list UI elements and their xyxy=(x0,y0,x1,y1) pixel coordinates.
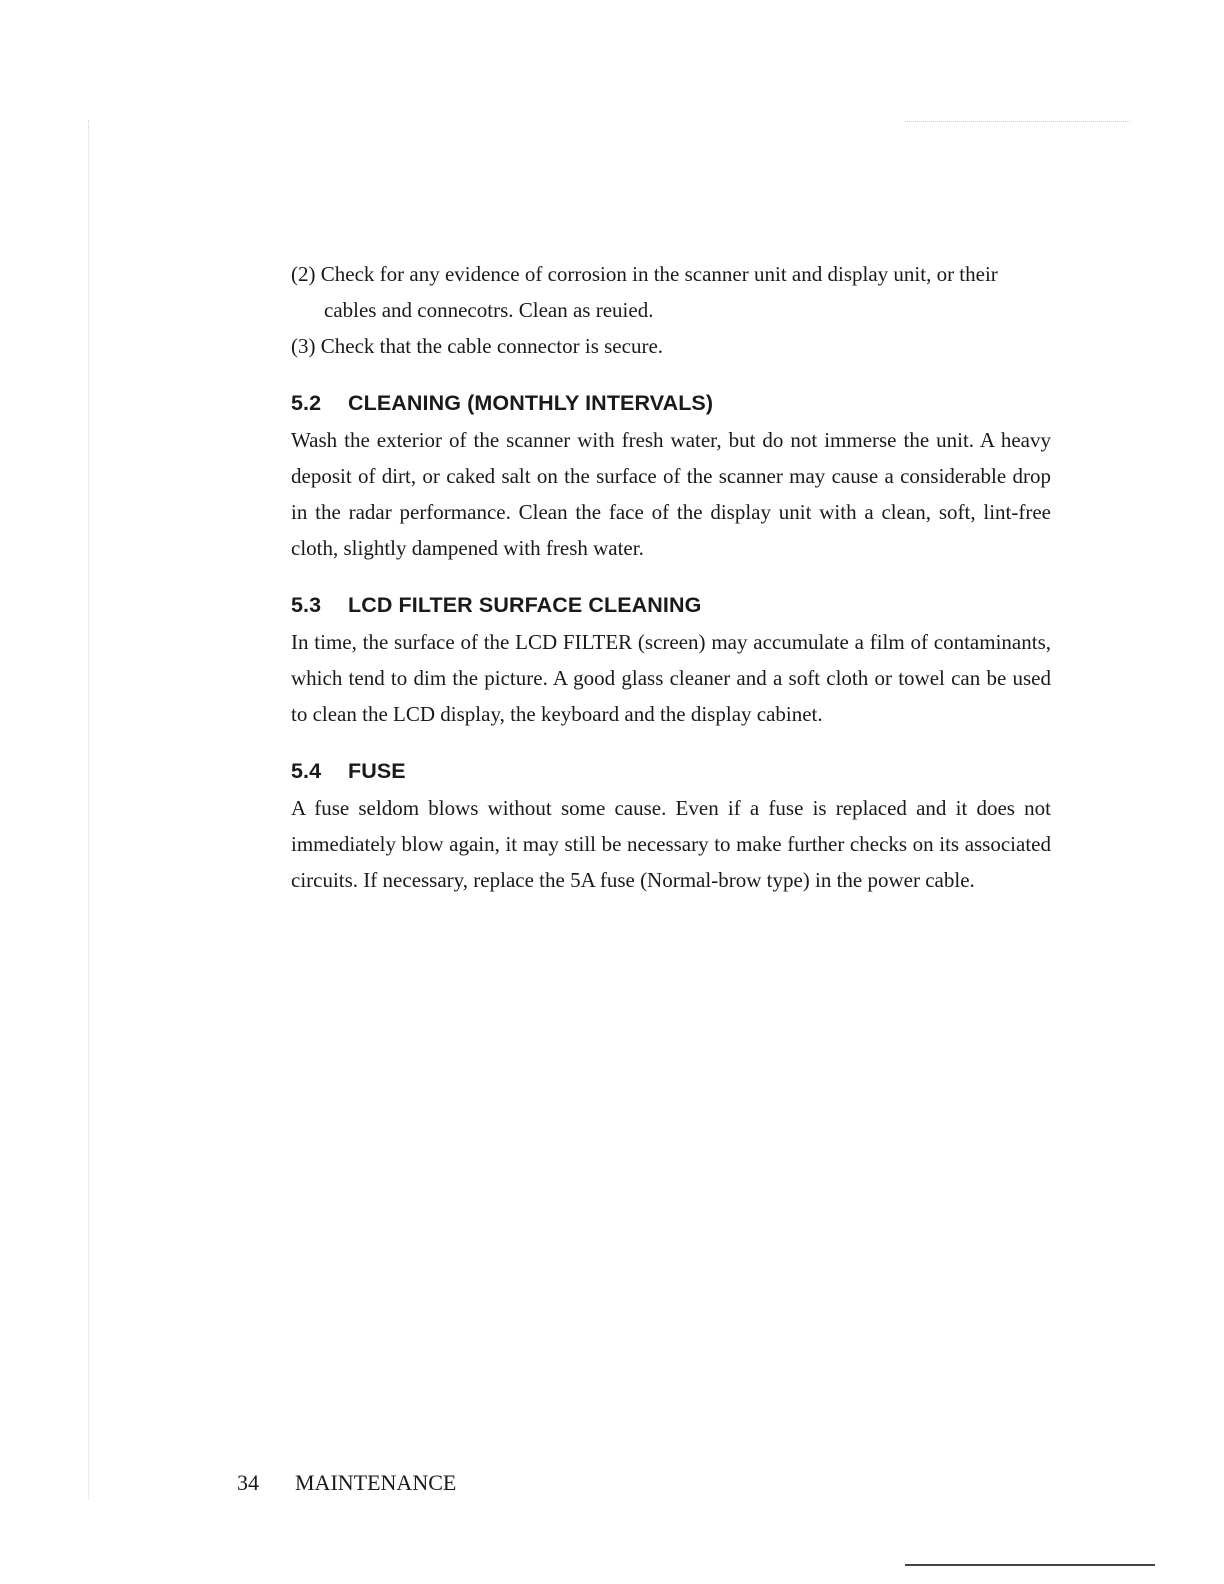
section-lcd-filter xyxy=(291,588,1051,732)
page-footer xyxy=(237,1466,456,1500)
page-number: 34 xyxy=(237,1470,259,1495)
list-item xyxy=(291,328,1051,364)
checklist xyxy=(291,256,1051,364)
list-text: Check that the cable connector is secure. xyxy=(320,334,664,358)
list-marker: (2) xyxy=(291,262,321,286)
section-heading xyxy=(291,588,1051,622)
section-body: A fuse seldom blows without some cause. Even if a fuse is replaced and it does not immediately blow again, it may still be necessary to make further checks on its associated circuits. If necessary, replace the 5A fuse (Normal-brow type) in the power cable. xyxy=(291,796,1051,892)
section-body: Wash the exterior of the scanner with fresh water, but do not immerse the unit. A heavy deposit of dirt, or caked salt on the surface of the scanner may cause a considerable drop in the radar performance. Clean the face of the display unit with a clean, soft, lint-free cloth, slightly dampened with fresh water. xyxy=(291,428,1051,560)
chapter-title: MAINTENANCE xyxy=(295,1470,457,1495)
page-content xyxy=(291,256,1051,898)
section-heading xyxy=(291,754,1051,788)
section-number: 5.4 xyxy=(291,759,322,783)
section-number: 5.3 xyxy=(291,593,322,617)
section-cleaning xyxy=(291,386,1051,566)
scan-top-artifact xyxy=(905,121,1130,124)
section-fuse xyxy=(291,754,1051,898)
section-title: FUSE xyxy=(348,759,406,783)
list-item xyxy=(291,256,1051,328)
scan-bottom-artifact xyxy=(905,1564,1155,1568)
section-number: 5.2 xyxy=(291,391,322,415)
list-text: Check for any evidence of corrosion in the scanner unit and display unit, or their cables and connecotrs. Clean as reuied. xyxy=(320,262,998,322)
section-title: CLEANING (MONTHLY INTERVALS) xyxy=(348,391,714,415)
section-title: LCD FILTER SURFACE CLEANING xyxy=(348,593,702,617)
list-marker: (3) xyxy=(291,334,321,358)
scan-edge-artifact xyxy=(88,120,97,1500)
section-body: In time, the surface of the LCD FILTER (screen) may accumulate a film of contaminants, which tend to dim the picture. A good glass cleaner and a soft cloth or towel can be used to clean the LCD display, the keyboard and the display cabinet. xyxy=(291,630,1051,726)
section-heading xyxy=(291,386,1051,420)
